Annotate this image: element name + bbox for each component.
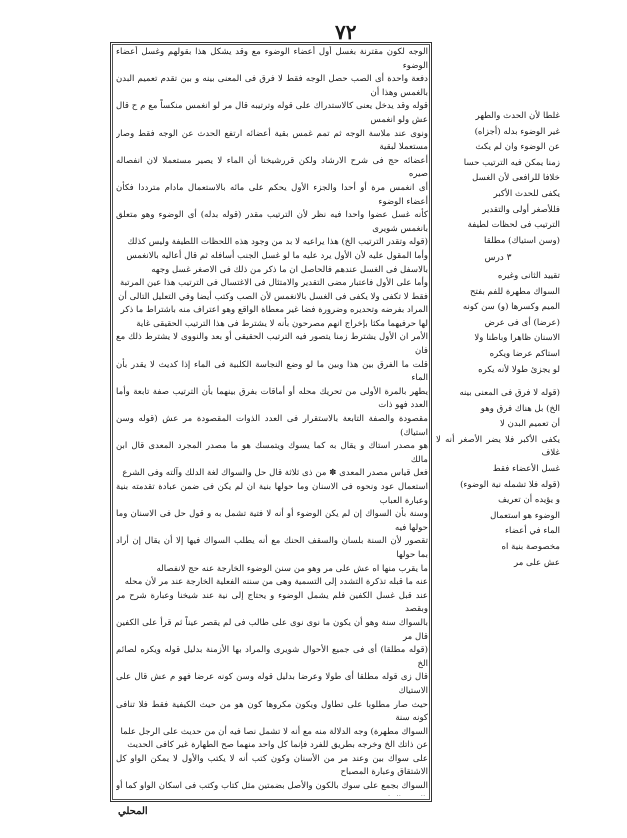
margin-note-line: الخ) بل هناك فرق وهو	[480, 403, 560, 414]
main-text-line: كأنه غسل عضوا واحدا فيه نظر لأن الترتيب مقدر (قوله بدله) أى الوضوء وهو متعلق بانغمس شويرى	[116, 210, 428, 234]
main-text-line: تقصور لأن السنة بلسان والسقف الحنك مع أنه يطلب السواك فيها إلا أن يقال إن أراد بما حولها	[116, 536, 428, 560]
margin-matn-line: (وسن استياك) مطلقا	[483, 235, 560, 246]
main-text-line: فعل قياس مصدر المعدى ✽ من ذى ثلاثة قال حل والسواك لغة الدلك وآلته وفى الشرع	[122, 468, 428, 479]
main-text-line: فقط لا تكفى ولا يكفى فى الغسل بالانغمس لأن الصب وكتب أيضا وفي التعليل التالى أن	[118, 291, 428, 302]
main-text-line: لها حرفيهما مكثا بإخراج انهم مصرحون بأنه لا يشترط فى هذا الترتيب الحقيقى غاية	[136, 318, 428, 329]
margin-note-line: الماء في أعضاء	[505, 526, 560, 537]
margin-note-line: الوضوء هو استعمال	[490, 510, 560, 521]
margin-note-line: أن تعميم البدن لا	[499, 419, 560, 430]
margin-matn-line: خلافا للرافعى لأن الغسل	[472, 173, 560, 184]
main-text-line: عنه ما قبله تذكرة التشدد إلى التسمية وهى من سننه الفعلية الخارجة عند مر لأن محله	[124, 577, 428, 588]
main-text-line: السواك بجمع على سوك بالكون والأصل بضمتين مثل كتاب وكتب فى اسكان الواو كما أو	[116, 781, 428, 792]
margin-matn-line: غلطا لأن الحدث والطهر	[475, 111, 560, 121]
margin-note-line: و يؤيده أن تعريف	[498, 495, 560, 506]
main-text-line: هو مصدر استاك و يقال به كما يسوك ويتمسك هو ما مصدر المجرد المعدى قال ابن مالك	[116, 441, 428, 465]
main-text-line: وأما على الأول فاعتبار مضى التقدير والامتثال فى الاغتسال فى الترتيب هذا عين المرتبة	[119, 278, 428, 289]
main-text-line: عند قبل غسل الكفين فلم يشمل الوضوء و يحتاج إلى نية عند شيخنا وعبارة شرح مر وبقصد	[116, 590, 428, 615]
main-text-line: وأما المقول عليه لأن الأول يرد عليه ما لو غسل الجنب أسافله ثم قال أعاليه بالانغمس	[126, 250, 428, 261]
main-commentary-column	[116, 46, 428, 796]
main-text-line: أعضائه حج فى شرح الارشاد ولكن قررشيخنا أن الماء لا يصير مستعملا لان انفصاله صيره	[116, 155, 428, 180]
footer-author-name: المحلي	[118, 806, 148, 817]
main-text-line: ونوى عند ملاسة الوجه ثم تمم غمس بقية أعضائه ارتفع الحدث عن الوجه فقط وصار مستعملا لبقية	[116, 128, 428, 153]
page-number: ٧٢	[335, 20, 357, 44]
margin-matn-line: يكفى للحدث الأكبر	[493, 188, 560, 199]
margin-note-line: (قوله فلا تشمله نية الوضوء)	[460, 479, 560, 490]
main-text-line: المراد بفرضه وتحديره وضرورة فضا غير معطاة الواقع وهو اعتراف منه باشتراط ما ذكر	[120, 305, 428, 316]
main-text-line: بالاسفل فى الغسل عندهم فالحاصل ان ما ذكر من ذلك فى الاصغر غسل وجهه	[151, 264, 428, 275]
main-text-line: دفعة واحدة أى الصب حصل الوجه فقط لا فرق فى المعنى بينه و بين تقدم تعميم البدن بالغمس وهذا أن	[116, 74, 428, 98]
main-text-line: وسنة بأن السواك إن لم يكن الوضوء أو أنه لا فتية تشمل به و قول حل فى الاسنان وما حولها فيه	[116, 509, 428, 533]
main-text-line: الأمر ان الأول يشترط زمنا يتصور فيه الترتيب الحقيقى أو بعد والنووى لا يشترط ذلك مع فان	[116, 332, 428, 357]
margin-matn-line: الاسنان ظاهرا وباطنا ولا	[474, 333, 560, 344]
main-text-line: قال زى قوله مطلقا أى طولا وعرضا بدليل قوله وسن كونه عرضا فهو م عش قال على الاستياك	[116, 672, 428, 696]
margin-matn-line: تقييد الثانى وغيره	[497, 270, 560, 281]
margin-note-line: (قوله لا فرق فى المعنى بينه	[459, 388, 560, 399]
main-text-line: مقصودة والصفة التابعة بالاستقرار فى العدد الذوات المقصودة مر عش (قوله وسن استياك)	[116, 414, 428, 438]
main-text-line: بالسواك سنة وهو أن يكون ما نوى نوى على طالب فى لم يقصر عيناً ثم قرأ على الكفين قال مر	[116, 617, 428, 642]
main-text-line: عن ذاتك الخ وخرجه بطريق للفرد فإنما كل واحد منهما صح الطهارة غير كافى الحديث	[127, 740, 428, 751]
main-text-line: أى انغمس مرة أو أحدا والجزء الأول يحكم على مائه بالاستعمال مادام مترددا فكأن أعضاء الوضوء	[116, 182, 428, 207]
lesson-separator: ٣ درس	[484, 253, 512, 264]
main-text-line: قوله وقد يدخل يعنى كالاستدراك على قوله وترتيبه قال مر لو انغمس منكساً مع م ح قال عش ولو انغمس	[116, 101, 428, 125]
margin-matn-line: السواك مطهرة للفم بفتح	[469, 286, 560, 297]
main-text-line: الوجه لكون مقترنة بغسل أول أعضاء الوضوء مع وقد يشكل هذا بقولهم وغسل أعضاء الوضوء	[116, 47, 428, 71]
main-text-line: (قوله مطلقا) أى فى جميع الأحوال شويرى والمراد بها الأزمنة بدليل قوله ويكره لصائم الخ	[116, 645, 428, 669]
margin-note-line: عش على مر	[513, 557, 560, 568]
margin-matn-line: عن الوضوء وان لم يكث	[475, 142, 560, 153]
margin-matn-line: لو يجزئ طولا لأنه يكره	[478, 364, 560, 375]
main-text-line: ما يقرب منها اه عش على مر وهو من سنن الوضوء الخارجة عنه حج لانفصاله	[156, 563, 428, 574]
margin-note-line: يكفى الأكبر فلا يضر الأصغر أنه لا غلاف	[436, 434, 560, 459]
main-text-line: قلت ما الفرق بين هذا وبين ما لو وضع النجاسة الكلبية فى الماء إذا كديث لا يقدر بأن الماء	[116, 359, 428, 384]
margin-note-line: غسل الأعضاء فقط	[492, 464, 560, 475]
margin-matn-line: الترتيب فى لحظات لطيفة	[467, 220, 560, 231]
margin-matn-line: زمنا يمكن فيه الترتيب حسا	[463, 157, 560, 168]
margin-matn-line: فللأصغر أولى والتقدير	[482, 204, 560, 215]
main-text-line: على سواك بين وعند مر من الأسنان وكون كتب أنه لا يكتب والأول لا يمكن الواو كل الاشتقاق وعبارة المصباح	[116, 753, 428, 778]
main-text-line: استعمال عود ونحوه فى الاسنان وما حولها بنية ان لم يكن فى ضمن عبادة تقدمته بنية وعبارة العباب	[116, 482, 428, 506]
main-text-line: السواك مطهرة) وجه الدلالة منه مع أنه لا تشمل نصا فيه أن من حديث على الرجل علما	[120, 726, 428, 737]
margin-matn-line: (عرضا) أى فى عرض	[484, 317, 560, 328]
margin-matn-column	[436, 110, 560, 670]
margin-matn-line: غير الوضوء بدله (أجزاه)	[474, 126, 560, 137]
main-text-line: يطهر بالمرة الأولى من تحريك محله أو أماقات بفرق بينهما بأن الترتيب صفة تابعة وأما العدد فهو ذات	[116, 386, 428, 411]
margin-matn-line: الميم وكسرها (و) سن كونه	[462, 302, 560, 313]
main-text-line: (قوله وتقدر الترتيب الخ) هذا يراعيه لا بد من وجود هذه اللحظات اللطيفة وليس كذلك	[127, 237, 428, 248]
margin-note-line: مخصوصة بنية اه	[501, 542, 560, 553]
main-text-line: حيث صار مطلوبا على تطاول ويكون مكروها كون هو من حيث الكيفية فقط فلا تنافى كونه سنة	[116, 699, 428, 724]
margin-matn-line: استاكم عرضا ويكره	[489, 348, 560, 359]
